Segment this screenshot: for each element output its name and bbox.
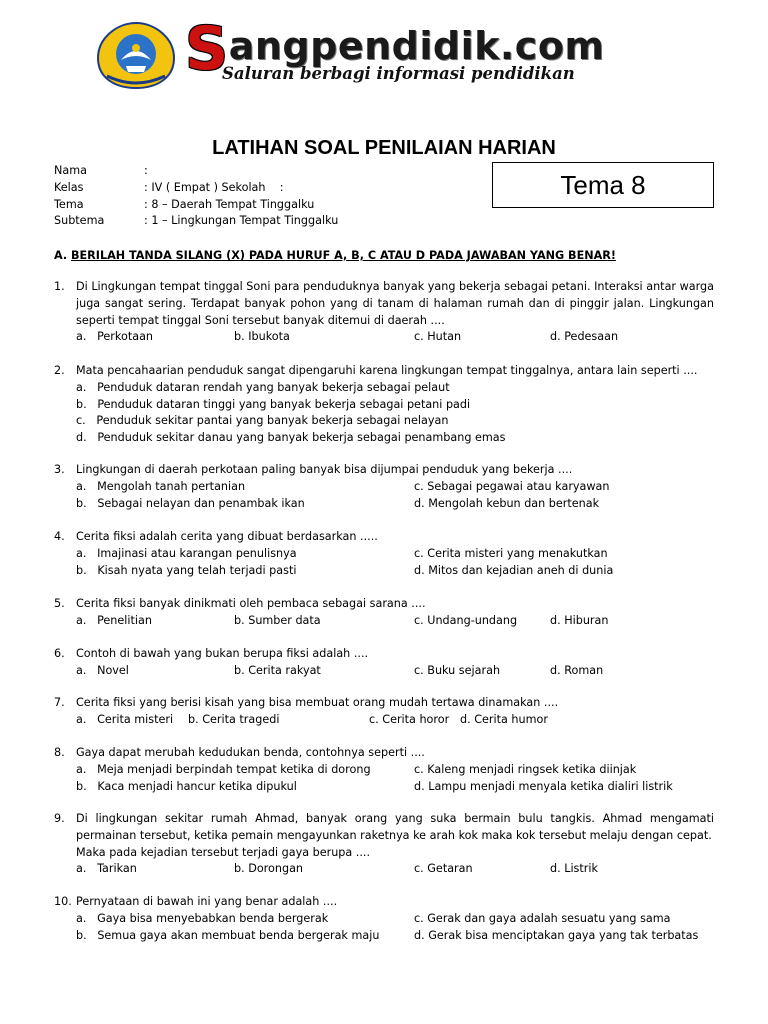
info-label: Kelas	[54, 180, 84, 194]
answer-option: b. Sebagai nelayan dan penambak ikan	[76, 496, 305, 510]
section-letter: A.	[54, 249, 72, 262]
answer-option: a. Penelitian	[76, 613, 152, 627]
answer-option: c. Buku sejarah	[414, 663, 501, 677]
question-text: Pernyataan di bawah ini yang benar adalah ....	[76, 895, 338, 908]
question-text: Mata pencahaarian penduduk sangat dipengaruhi karena lingkungan tempat tinggalnya, antara lain seperti ....	[76, 364, 698, 377]
question-text: Contoh di bawah yang bukan berupa fiksi adalah ....	[76, 647, 369, 660]
option-row	[54, 911, 714, 928]
info-value: : 8 – Daerah Tempat Tinggalku	[144, 197, 315, 211]
instruction-text: BERILAH TANDA SILANG (X) PADA HURUF A, B, C ATAU D PADA JAWABAN YANG BENAR!	[71, 249, 616, 262]
answer-option: c. Penduduk sekitar pantai yang banyak bekerja sebagai nelayan	[76, 414, 449, 428]
answer-option: d. Roman	[550, 663, 604, 677]
option-row	[54, 430, 714, 447]
answer-option: c. Kaleng menjadi ringsek ketika diinjak	[414, 762, 637, 776]
question-text: Di lingkungan sekitar rumah Ahmad, banyak orang yang suka bermain bulu tangkis. Ahmad mengamati permainan tersebut, ketika pemain mengayunkan raketnya ke arah kok maka kok tersebut melaju dengan cepat.	[76, 812, 714, 842]
question-number: 4.	[54, 530, 65, 543]
site-tagline: Saluran berbagi informasi pendidikan	[222, 64, 575, 83]
info-row-subtema	[54, 213, 338, 230]
option-row	[54, 762, 714, 779]
page-title: LATIHAN SOAL PENILAIAN HARIAN	[212, 137, 556, 159]
answer-option: d. Gerak bisa menciptakan gaya yang tak terbatas	[414, 928, 699, 942]
info-label: Subtema	[54, 214, 105, 228]
option-row	[54, 779, 714, 796]
question-number: 2.	[54, 364, 65, 377]
question-stem	[54, 462, 714, 479]
answer-option: a. Novel	[76, 663, 129, 677]
answer-option: a. Penduduk dataran rendah yang banyak bekerja sebagai pelaut	[76, 380, 450, 394]
question-text: Lingkungan di daerah perkotaan paling banyak bisa dijumpai penduduk yang bekerja ....	[76, 463, 573, 476]
question-number: 1.	[54, 280, 65, 293]
option-row	[54, 329, 714, 346]
question-text: Gaya dapat merubah kedudukan benda, contohnya seperti ....	[76, 746, 425, 759]
question-number: 10.	[54, 895, 72, 908]
question-7	[54, 695, 714, 729]
question-number: 3.	[54, 463, 65, 476]
brand-name: angpendidik.com	[228, 24, 605, 68]
option-row	[54, 397, 714, 414]
answer-option: c. Hutan	[414, 330, 462, 344]
brand-initial: S	[185, 14, 229, 84]
option-row	[54, 479, 714, 496]
option-row	[54, 496, 714, 513]
question-text-continued: Maka pada kejadian tersebut terjadi gaya berupa ....	[76, 845, 371, 859]
info-value: : 1 – Lingkungan Tempat Tinggalku	[144, 214, 339, 228]
section-instruction	[54, 249, 616, 262]
answer-option: d. Cerita humor	[460, 712, 548, 726]
info-label: Tema	[54, 197, 84, 211]
tut-wuri-handayani-logo	[95, 20, 177, 90]
answer-option: b. Cerita rakyat	[234, 663, 321, 677]
question-stem	[54, 529, 714, 546]
question-8	[54, 745, 714, 795]
answer-option: a. Tarikan	[76, 862, 137, 876]
answer-option: a. Imajinasi atau karangan penulisnya	[76, 546, 297, 560]
answer-option: b. Semua gaya akan membuat benda bergerak maju	[76, 928, 380, 942]
question-10	[54, 894, 714, 944]
answer-option: a. Meja menjadi berpindah tempat ketika di dorong	[76, 762, 371, 776]
answer-option: a. Cerita misteri	[76, 712, 174, 726]
answer-option: b. Sumber data	[234, 613, 321, 627]
option-row	[54, 663, 714, 680]
answer-option: a. Perkotaan	[76, 330, 154, 344]
question-3	[54, 462, 714, 512]
answer-option: b. Kisah nyata yang telah terjadi pasti	[76, 563, 297, 577]
answer-option: d. Hiburan	[550, 613, 609, 627]
info-value: : IV ( Empat ) Sekolah :	[144, 180, 284, 194]
answer-option: d. Pedesaan	[550, 330, 619, 344]
info-label: Nama	[54, 164, 87, 177]
question-number: 6.	[54, 647, 65, 660]
question-stem	[54, 646, 714, 663]
option-row	[54, 928, 714, 945]
question-1	[54, 279, 714, 346]
question-6	[54, 646, 714, 680]
option-row	[54, 712, 714, 729]
answer-option: b. Dorongan	[234, 862, 304, 876]
info-value: :	[144, 164, 148, 177]
question-2	[54, 363, 714, 447]
question-text: Cerita fiksi banyak dinikmati oleh pembaca sebagai sarana ....	[76, 597, 426, 610]
answer-option: b. Kaca menjadi hancur ketika dipukul	[76, 779, 297, 793]
question-number: 9.	[54, 812, 65, 825]
answer-option: c. Sebagai pegawai atau karyawan	[414, 479, 610, 493]
option-row	[54, 861, 714, 878]
info-row-nama	[54, 163, 338, 180]
answer-option: b. Cerita tragedi	[188, 712, 280, 726]
option-row	[54, 380, 714, 397]
answer-option: b. Ibukota	[234, 330, 290, 344]
answer-option: c. Undang-undang	[414, 613, 518, 627]
option-row	[54, 613, 714, 630]
question-text: Cerita fiksi adalah cerita yang dibuat berdasarkan .....	[76, 530, 378, 543]
question-number: 5.	[54, 597, 65, 610]
info-row-kelas	[54, 180, 338, 197]
answer-option: d. Mengolah kebun dan bertenak	[414, 496, 600, 510]
answer-option: a. Gaya bisa menyebabkan benda bergerak	[76, 911, 329, 925]
answer-option: d. Lampu menjadi menyala ketika dialiri listrik	[414, 779, 673, 793]
tema-box: Tema 8	[492, 162, 714, 208]
answer-option: c. Gerak dan gaya adalah sesuatu yang sama	[414, 911, 671, 925]
question-stem	[54, 695, 714, 712]
question-text: Cerita fiksi yang berisi kisah yang bisa membuat orang mudah tertawa dinamakan ....	[76, 696, 559, 709]
answer-option: d. Listrik	[550, 862, 598, 876]
question-number: 8.	[54, 746, 65, 759]
question-stem	[54, 745, 714, 762]
info-row-tema	[54, 197, 338, 214]
question-5	[54, 596, 714, 630]
question-stem	[54, 279, 714, 329]
question-stem	[54, 596, 714, 613]
student-info	[54, 163, 338, 230]
answer-option: a. Mengolah tanah pertanian	[76, 479, 246, 493]
answer-option: d. Penduduk sekitar danau yang banyak bekerja sebagai penambang emas	[76, 431, 506, 445]
option-row	[54, 546, 714, 563]
answer-option: b. Penduduk dataran tinggi yang banyak bekerja sebagai petani padi	[76, 397, 471, 411]
answer-option: d. Mitos dan kejadian aneh di dunia	[414, 563, 614, 577]
question-text: Di Lingkungan tempat tinggal Soni para penduduknya banyak yang bekerja sebagai petani. Interaksi antar warga juga sangat sering. Terdapat banyak pohon yang di tanam di halaman rumah dan di pinggir jalan. Lingkungan seperti tempat tinggal Soni tersebut banyak ditemui di daerah ....	[76, 280, 714, 327]
option-row	[54, 413, 714, 430]
question-stem	[54, 894, 714, 911]
question-stem	[54, 363, 714, 380]
question-4	[54, 529, 714, 579]
question-9	[54, 811, 714, 878]
answer-option: c. Cerita misteri yang menakutkan	[414, 546, 608, 560]
question-number: 7.	[54, 696, 65, 709]
answer-option: c. Cerita horor	[369, 712, 450, 726]
question-stem	[54, 811, 714, 845]
answer-option: c. Getaran	[414, 862, 473, 876]
option-row	[54, 563, 714, 580]
